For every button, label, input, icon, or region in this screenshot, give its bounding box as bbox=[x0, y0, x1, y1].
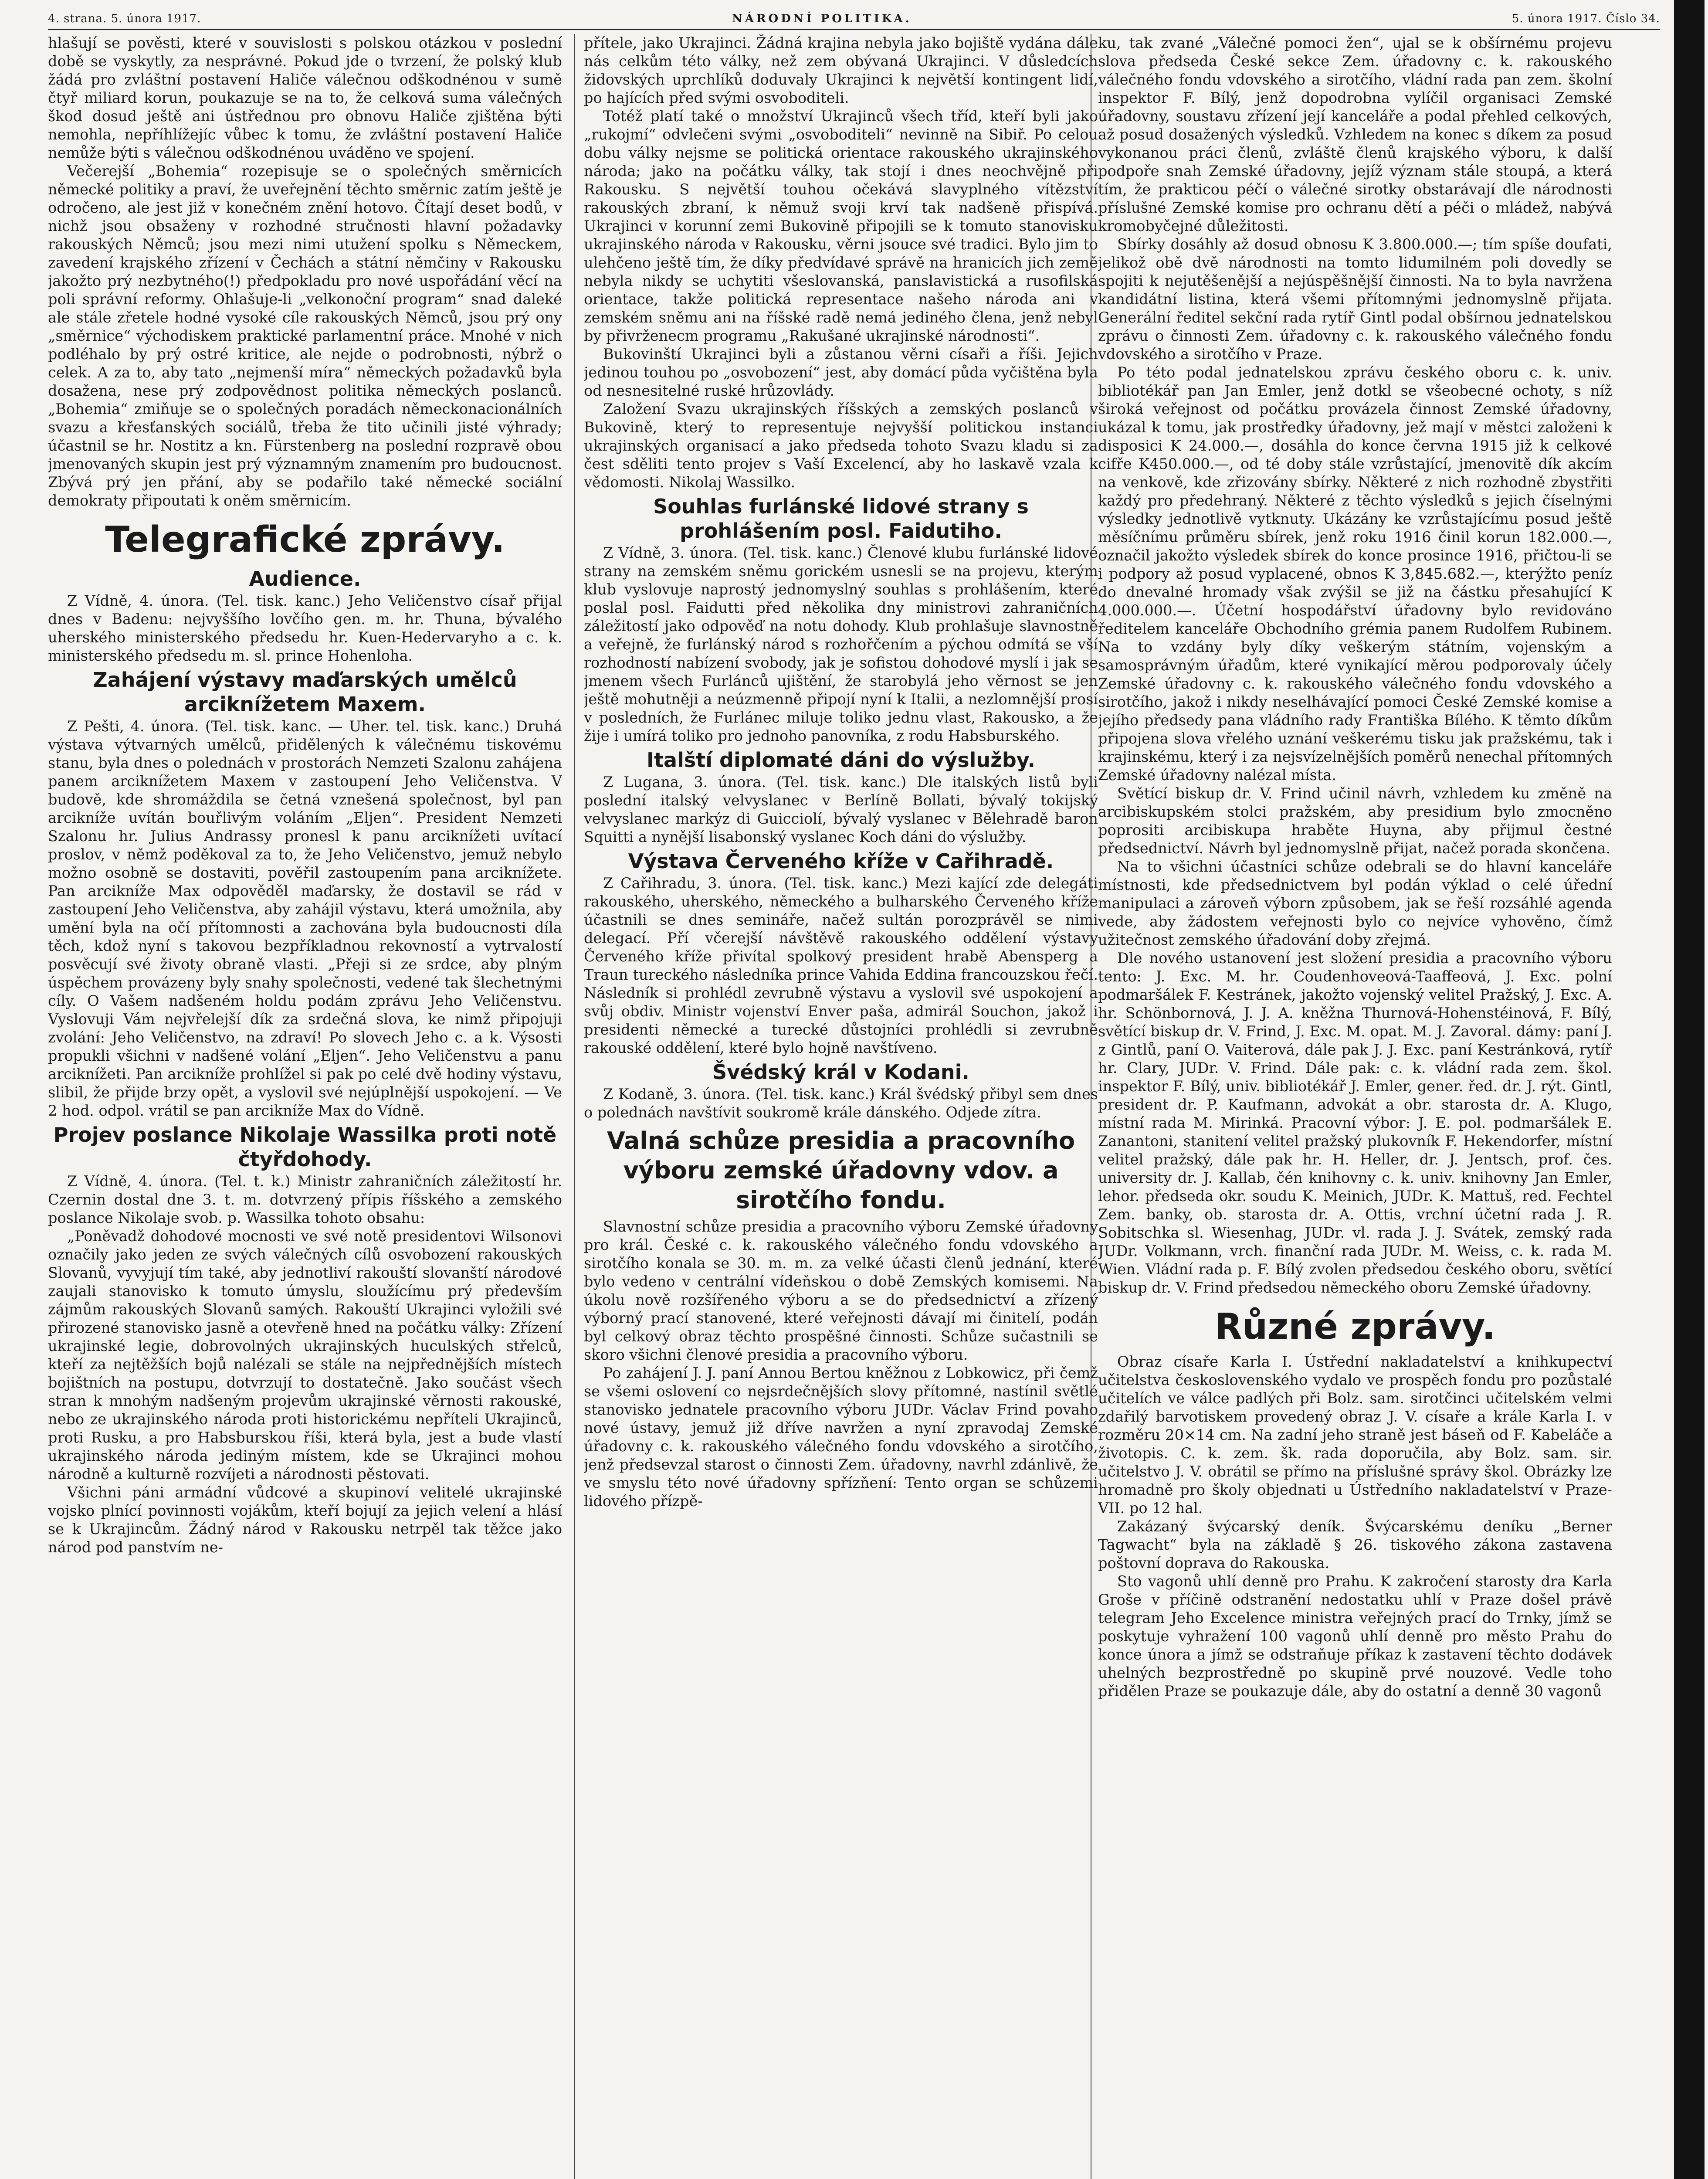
article-paragraph: Sto vagonů uhlí denně pro Prahu. K zakročení starosty dra Karla Grošе v příčině odstranění nedostatku uhlí v Praze došel právě telegram Jeho Excelence ministra veřejných prací do Trnky, jímž se poskytuje vyhražení 100 vagonů uhlí denně pro město Prahu do konce února a jímž se odstraňuje příkaz k zastavení těchto dodávek uhelných bezprostředně po skupině prvé nouzové. Vedle toho přidělen Praze se poukazuje dále, aby do ostatní a denně 30 vagonů bbox=[1098, 1573, 1612, 1700]
article-paragraph: hlašují se pověsti, které v souvislosti s polskou otázkou v poslední době se vyskytly, za nesprávné. Pokud jde o tvrzení, že polský klub žádá pro zvláštní postavení Haliče válečnou odškodnénou v sumě čtyř miliard korun, poukazuje se na to, že celková suma válečných škod dosud ještě ani ústřednou pro obnovu Haliče zjištěna býti nemohla, nepříhlížejíc vůbec k tomu, že zvláštní postavení Haliče nemůže býti s válečnou odškodnénou uváděno ve spojení. bbox=[48, 34, 562, 161]
column-divider bbox=[574, 34, 575, 2179]
article-paragraph: Po této podal jednatelskou zprávu českého oboru c. k. univ. bibliotékář pan Jan Emler, jenž dotkl se všeobecné ochoty, s níž široká veřejnost od počátku provázela činnost Zemské úřadovny, ukázal k tomu, jak prostředky úřadovny, jež mají v městci založeni k disposici K 24.000.—, dosáhla do konce června 1915 již k celkové cifře K450.000.—, od té doby stále vzrůstající, jmenovitě dík akcím na venkově, kde zřizovány sbírky. Některé z nich rozhodně zbystřiti každý pro předehraný. Některé z těchto výsledků s jejich číselnými výsledky jednotlivě vytknuty. Ukázány ke vzrůstajícímu posud ještě měsíčnímu průměru sbírek, jenž roku 1916 činil korun 182.000.—, označil jakožto výsledek sbírek do konce prosince 1916, přičtou-li se i podpory až posud vyplacené, obnos K 3,845.682.—, kterýžto peníz do dnevalné hromady však zvýšil se již na částku přesahující K 4.000.000.—. Účetní hospodářství úřadovny bylo revidováno ředitelem kanceláře Obchodního grémia panem Rudolfem Rubinem. Na to vzdány byly díky veškerým státním, vojenským a samosprávným úřadům, které vynikající měrou podporovaly účely Zemské úřadovny c. k. rakouského válečného fondu vdovského a sirotčího, jakož i nikdy neselhávající pomoci České Zemské komise a jejího předsedy pana vládního rady Františka Bílého. K těmto díkům připojena slova vřelého uznání veškerému tisku jak pražskému, tak i krajinskému, který i za nejsvízelnějších poměrů nenechal přítomných Zemské úřadovny nalézal místa. bbox=[1098, 364, 1612, 784]
article-headline: Souhlas furlánské lidové strany s prohlášením posl. Faidutiho. bbox=[653, 495, 1029, 543]
section-title-telegraficke: Telegrafické zprávy. bbox=[105, 519, 505, 560]
article-paragraph: Z Cařihradu, 3. února. (Tel. tisk. kanc.) Mezi kající zde delegáti rakouského, uherského, německého a bulharského Červeného kříže účastnili se dnes semináře, načež sultán porozprávěl se nimi delegací. Pří včerejší návštěvě rakouského oddělení výstavy Červeného kříže přivítal spolkový president hrabě Abensperg a Traun tureckého následníka prince Vahida Eddina francouzskou řečí. Následník si prohlédl zevrubně výstavu a vyslovil své uspokojení a svůj obdiv. Ministr vojenství Enver paša, admirál Souchon, jakož i presidenti německé a turecké důstojníci prohlédli si zevrubně rakouské oddělení, které bylo hojně navštíveno. bbox=[584, 875, 1098, 1056]
section-title-ruzne: Různé zprávy. bbox=[1214, 1306, 1496, 1347]
scan-edge-shadow bbox=[1674, 0, 1705, 2179]
article-paragraph: Sbírky dosáhly až dosud obnosu K 3.800.000.—; tím spíše doufati, jelikož obě dvě národnosti na tomto lidumilném poli dovedly se spojiti k nejutěšenější a nejúspěšnější činnosti. Na to byla navržena kandidátní listina, která všemi přítomnými jednomyslně přijata. Generální ředitel sekční rada rytíř Gintl podal obšírnou jednatelskou zprávu o činnosti Zem. úřadovny c. k. rakouského válečného fondu vdovského a sirotčího v Praze. bbox=[1098, 236, 1612, 363]
header-page-date: 4. strana. 5. února 1917. bbox=[48, 12, 201, 25]
article-headline: Zahájení výstavy maďarských umělců arciknížetem Maxem. bbox=[93, 668, 517, 716]
article-paragraph: Z Pešti, 4. února. (Tel. tisk. kanc. — Uher. tel. tisk. kanc.) Druhá výstava výtvarných umělců, přidělených k válečnému tiskovému stanu, byla dnes o polednách v prostorách Nemzeti Szalonu zahájena panem arciknížetem Maxem v zastoupení Jeho Veličenstva. V budově, kde shromáždila se četná vznešená společnost, byl pan arcikníže uvítán bouřlivým voláním „Eljen“. President Nemzeti Szalonu hr. Julius Andrassy pronesl k panu arciknížeti uvítací proslov, v němž poděkoval za to, že Jeho Veličenstvo, jemuž nebylo možno osobně se dostaviti, pověřil zastoupením pana arciknížete. Pan arcikníže Max odpověděl maďarsky, že dostavil se rád v zastoupení Jeho Veličenstva, aby zahájil výstavu, která umožnila, aby umění byla na očí přítomnosti a zachována byla budoucnosti díla těch, kdož nyní s takovou bezpříkladnou rekovností a vytrvalostí posvěcují své životy obraně vlasti. „Přeji si ze srdce, aby plným úspěchem provázeny byly snahy společnosti, vedené tak šlechetnými cíly. O Vašem nadšeném holdu podám zprávu Jeho Veličenstvu. Vyslovuji Vám nejvřelejší dík za srdečná slova, ke nimž připojuji zvolání: Jeho Veličenstvo, na zdraví! Po slovech Jeho c. a k. Výsosti propukli všichni v nadšené volání „Eljen“. Jeho Veličenstvu a panu arciknížeti. Pan arcikníže prohlížel si pak po celé dvě hodiny výstavu, slibil, že přijde brzy opět, a vyslovil své nejúplnější uspokojení. — Ve 2 hod. odpol. vrátil se pan arcikníže Max do Vídně. bbox=[48, 718, 562, 1119]
header-rule bbox=[48, 29, 1660, 30]
article-headline: Audience. bbox=[249, 567, 361, 591]
article-paragraph: Obraz císaře Karla I. Ústřední nakladatelství a knihkupectví učitelstva československého vydalo ve prospěch fondu pro pozůstalé učitelích ve válce padlých při Bolz. sam. sirotčinci učitelském velmi zdařilý barvotiskem provedený obraz J. V. císaře a krále Karla I. v rozměru 20×14 cm. Na zadní jeho straně jest báseň od F. Kabeláče a životopis. C. k. zem. šk. rada doporučila, aby Bolz. sam. sir. učitelstvo J. V. obrátil se přímo na příslušné správy škol. Obrázky lze hromadně pro školy objednati u Ústředního nakladatelství v Praze-VII. po 12 hal. bbox=[1098, 1353, 1612, 1517]
article-paragraph: Z Lugana, 3. února. (Tel. tisk. kanc.) Dle italských listů byli poslední italský velvyslanec v Berlíně Bollati, bývalý tokijský velvyslanec markýz di Guicciolí, bývalý vyslanec v Bělehradě baron Squitti a nynější lisabonský vyslanec Koch dáni do výslužby. bbox=[584, 774, 1098, 845]
article-paragraph: Založení Svazu ukrajinských říšských a zemských poslanců v Bukovině, který to representuje nejvyšší politickou instanci ukrajinských organisací a jako předseda tohoto Svazu kladu si za čest sděliti tento projev s Vaší Excelencí, aby ho laskavě vzala k vědomosti. Nikolaj Wassilko. bbox=[584, 401, 1098, 491]
article-headline: Valná schůze presidia a pracovního výboru zemské úřadovny vdov. a sirotčího fondu. bbox=[607, 1127, 1075, 1214]
article-paragraph: Z Kodaně, 3. února. (Tel. tisk. kanc.) Král švédský přibyl sem dnes o polednách navštívit soukromě krále dánského. Odjede zítra. bbox=[584, 1086, 1098, 1121]
article-paragraph: Večerejší „Bohemia“ rozepisuje se o společných směrnicích německé politiky a praví, že uveřejnění těchto směrnic zatím ještě je odročeno, ale jest již v konečném znění hotovo. Čítají deset bodů, v nichž jsou obsaženy v rozhodné stručnosti hlavní požadavky rakouských Němců; jsou mezi nimi utužení spolku s Německem, zavedení krajského zřízení v Čechách a státní němčiny v Rakousku jakožto prý nezbytného(!) předpokladu pro nové uspořádání věcí na poli správní reformy. Ohlašuje-li „velkonoční program“ snad daleké ale stále zřetele hodné vysoké cíle rakouských Němců, jsou prý ony „směrnice“ východiskem praktické parlamentní práce. Mnohé v nich podléhalo by prý ostré kritice, ale nejde o podrobnosti, nýbrž o celek. A za to, aby tato „nejmenší míra“ německých požadavků byla dosažena, nese prý zodpovědnost politika německých poslanců. „Bohemia“ zmiňuje se o společných poradách německonacionálních svazu a křesťanských sociálů, třeba že tito učinili jisté výhrady; účastnil se hr. Nostitz a kn. Fürstenberg na poslední rozpravě obou jmenovaných skupin jest prý významným znamením pro budoucnost. Zbývá prý jen přání, aby se podařilo také německé sociální demokraty připoutati k oněm směrnicím. bbox=[48, 163, 562, 509]
header-date-issue: 5. února 1917. Číslo 34. bbox=[1511, 12, 1660, 25]
article-paragraph: Všichni páni armádní vůdcové a skupinoví velitelé ukrajinské vojsko plnící povinnosti vojákům, kteří bojují za jejich velení a hlásí se k Ukrajincům. Žádný národ v Rakousku netrpěl tak těžce jako národ pod panstvím ne- bbox=[48, 1484, 562, 1556]
article-paragraph: Po zahájení J. J. paní Annou Bertou kněžnou z Lobkowicz, při čemž se všemi oslovení co nejsrdečnějších slovy přítomné, nastínil světlé stanovisko jednatele pracovního výboru JUDr. Václav Frind povaho nové ústavy, jemuž již dříve navržen a nyní zpravodaj Zemské úřadovny c. k. rakouského válečného fondu vdovského a sirotčího, jenž předsevzal starost o činnosti Zem. úřadovny, navrhl zdánlivě, že ve smyslu této nové úřadovny spřízňení: Tento organ se schůzemi lidového přízpě- bbox=[584, 1364, 1098, 1510]
article-paragraph: ku, tak zvané „Válečné pomoci žen“, ujal se k obšírnému projevu slova předseda České sekce Zem. úřadovny c. k. rakouského válečného fondu vdovského a sirotčího, vládní rada pan zem. školní inspektor F. Bílý, jenž dopodrobna vylíčil organisaci Zemské úřadovny, soustavu zřízení její kanceláře a podal přehled celkových, až posud dosažených výsledků. Vzhledem na konec s díkem za posud vykonanou práci členů, zvláště členů krajského výboru, k další podpoře snah Zemské úřadovny, jejíž význam stále stoupá, a která tím, že prakticou péčí o válečné sirotky obstarávají dle národnosti příslušné Zemské komise pro ochranu dětí a péči o mládež, nabývá kromobyčejné důležitosti. bbox=[1098, 34, 1612, 234]
article-paragraph: Na to všichni účastníci schůze odebrali se do hlavní kanceláře místnosti, kde předsednictvem byl podán výklad o celé úřední manipulaci a zároveň výborn způsobem, jak se řeší rozsáhlé agenda vede, aby žádostem veřejnosti bylo co nejvíce vyhověno, čímž užitečnost zemského úřadování doby zřejmá. bbox=[1098, 858, 1612, 948]
page-header bbox=[48, 10, 1660, 27]
article-paragraph: Dle nového ustanovení jest složení presidia a pracovního výboru tento: J. Exc. M. hr. Coudenhoveová-Taaffeová, J. Exc. polní podmaršálek F. Kestránek, jakožto vojenský velitel Pražský, J. Exc. A. hr. Schönbornová, J. J. A. kněžna Thurnová-Hohenstéinová, F. Bílý, světící biskup dr. V. Frind, J. Exc. M. opat. M. J. Zavoral. dámy: paní J. z Gintlů, paní O. Vaiterová, dále pak J. J. Exc. paní Kestránková, rytíř hr. Clary, JUDr. V. Frind. Dále pak: c. k. vládní rada zem. škol. inspektor F. Bílý, univ. bibliotékář J. Emler, gener. řed. dr. J. rýt. Gintl, president dr. P. Kaufmann, advokát a obr. starosta dr. A. Klugo, místní rada M. Mirinká. Pracovní výbor: J. E. pol. podmaršálek E. Zanantoni, stanitení velitel pražský plukovník F. Hekendorfer, místní velitel pražský, dále pak hr. H. Heller, dr. J. Jentsch, prof. čes. university dr. J. Kallab, čén knihovny c. k. univ. knihovny Jan Emler, lehor. předseda okr. soudu K. Meinich, JUDr. K. Mattuš, red. Fechtel Zem. banky, ob. starosta dr. A. Ottis, vrchní účetní rada J. R. Sobitschka sl. Wiesenhag, JUDr. vl. rada J. J. Svátek, zemský rada JUDr. Volkmann, vrch. finanční rada JUDr. M. Weiss, c. k. rada M. Wien. Vládní rada p. F. Bílý zvolen předsedou českého oboru, světící biskup dr. V. Frind předsedou německého oboru Zemské úřadovny. bbox=[1098, 950, 1612, 1296]
article-paragraph: Z Vídně, 4. února. (Tel. tisk. kanc.) Jeho Veličenstvo císař přijal dnes v Badenu: nejvyššího lovčího gen. m. hr. Thuna, bývalého uherského ministerského předsedu hr. Kuen-Hedervaryho a c. k. ministerského předsedu m. sl. prince Hohenloha. bbox=[48, 592, 562, 664]
article-paragraph: Z Vídně, 3. února. (Tel. tisk. kanc.) Členové klubu furlánské lidové strany na zemském sněmu gorickém usnesli se na projevu, kterým klub vyslovuje naprostý jednomyslný souhlas s prohlášením, které poslal posl. Faidutti před několika dny ministrovi zahraničních záležitostí jako odpověď na notu dohody. Klub prohlašuje slavnostně a veřejně, že furlánský národ s rozhořčením a pýchou odmítá se vší rozhodností nabízení svobody, jak je sofistou dohodové myslí i jak se jmenem všech Furlánců ujištění, že starobylá jeho věrnost se jen ještě mohutněji a neúzmenně připojí nyní k Italii, a nezlomnější prosí v posledních, že Furlánec miluje toliko jednu vlast, Rakousko, a že žije i umírá toliko pro jednoho panovníka, z rodu Habsburskéhо. bbox=[584, 544, 1098, 744]
column-2 bbox=[584, 34, 1098, 2179]
masthead-title: NÁRODNÍ POLITIKA. bbox=[732, 12, 912, 25]
article-paragraph: Bukovinští Ukrajinci byli a zůstanou věrni císaři a říši. Jejich jedinou touhou po „osvobození“ jest, aby domácí půda vyčištěna byla od nesnesitelné ruské hrůzovlády. bbox=[584, 346, 1098, 399]
article-paragraph: přítele, jako Ukrajinci. Žádná krajina nebyla jako bojiště vydána dále nás celkům této války, než zem obývaná Ukrajinci. V důsledcích židovských uprchlíků doduvaly Ukrajinci k největší kontingent lidí, po hajících před svými osvoboditeli. bbox=[584, 34, 1098, 106]
article-paragraph: Zakázaný švýcarský deník. Švýcarskému deníku „Berner Tagwacht“ byla na základě § 26. tiskového zákona zastavena poštovní doprava do Rakouska. bbox=[1098, 1518, 1612, 1571]
article-paragraph: Totéž platí také o množství Ukrajinců všech tříd, kteří byli jako „rukojmí“ odvlečeni svými „osvoboditeli“ nevinně na Sibiř. Po celou dobu války nejsme se politická orientace rakouského ukrajinského národa; jako na počátku války, tak stojí i dnes neochvějně při Rakousku. S největší touhou očekává slavyplného vítězství rakouských zbraní, k němuž svoji krví tak nadšeně přispívá. Ukrajinci v korunní zemi Bukovině připojili se k tomuto stanovisku ukrajinského národa v Rakousku, věrni jsouce své tradici. Bylo jim to ulehčeno ještě tím, že díky předvídavé správě na hranicích jich země nebyla nikdy se uchytiti všeslovanská, panslavistická a rusofilská orientace, takže politická representace našeho národa ani v zemském sněmu ani na říšské radě nemá jediného člena, jenž nebyl by přivrženecm programu „Rakušané ukrajinské národnosti“. bbox=[584, 108, 1098, 344]
article-paragraph: „Poněvadž dohodové mocnosti ve své notě presidentovi Wilsonovi označily jako jeden ze svých válečných cílů osvobození rakouských Slovanů, vyvyjují tím také, aby jednotliví rakouští slovanští národové zaujali stanovisko k tomuto úmyslu, sloužícímu prý především zájmům rakouských Slovanů samých. Rakouští Ukrajinci vyložili své přirozené stanovisko jasně a otevřeně hned na počátku války: Zřízení ukrajinské legie, dobrovolných ukrajinských huculských střelců, kteří za nejtěžších bojů nalézali se stále na nejpřednějších místech bojištních na postupu, dotvrzují to dostatečně. Jako součást všech stran k mnohým nadšeným projevům ukrajinské věrnosti rakouské, nebo ze ukrajinského národa proti historickému nepříteli Ukrajinců, proti Rusku, a pro Habsburskou říši, která byla, jest a bude vlastí ukrajinského národa jediným místem, kde se Ukrajinci mohou národně a kulturně rozvíjeti a národnosti pěstovati. bbox=[48, 1228, 562, 1483]
column-3 bbox=[1098, 34, 1612, 2179]
article-headline: Italští diplomaté dáni do výslužby. bbox=[646, 748, 1036, 772]
article-paragraph: Z Vídně, 4. února. (Tel. t. k.) Ministr zahraničních záležitostí hr. Czernin dostal dne 3. t. m. dotvrzený přípis říšského a zemského poslance Nikolaje svob. p. Wassilka tohoto obsahu: bbox=[48, 1173, 562, 1226]
article-headline: Projev poslance Nikolaje Wassilka proti notě čtyřdohody. bbox=[53, 1123, 557, 1171]
article-paragraph: Světící biskup dr. V. Frind učinil návrh, vzhledem ku změně na arcibiskupském stolci pražském, aby presidium bylo zmocněno poprositi arcibiskupa hraběte Huyna, aby přijmul čestné předsednictví. Návrh byl jednomyslně přijat, načež porada skončena. bbox=[1098, 785, 1612, 857]
article-headline: Švédský král v Kodani. bbox=[712, 1060, 969, 1084]
column-1 bbox=[48, 34, 562, 2179]
article-headline: Výstava Červeného kříže v Cařihradě. bbox=[628, 849, 1054, 873]
article-paragraph: Slavnostní schůze presidia a pracovního výboru Zemské úřadovny pro král. České c. k. rakouského válečného fondu vdovského a sirotčího konala se 30. m. m. za velké účasti členů jednání, které bylo vedeno v centrální vídeňskou o době Zemských komisemi. Na úkolu nově rozšířeného výboru a se do předsednictví a zřízený výborný prací stanovené, které veřejnosti dávají mi činitelí, podán byl celkový obraz těchto prospěšné činnosti. Schůze sučastnili se skoro všichni členové presidia a pracovního výboru. bbox=[584, 1218, 1098, 1363]
